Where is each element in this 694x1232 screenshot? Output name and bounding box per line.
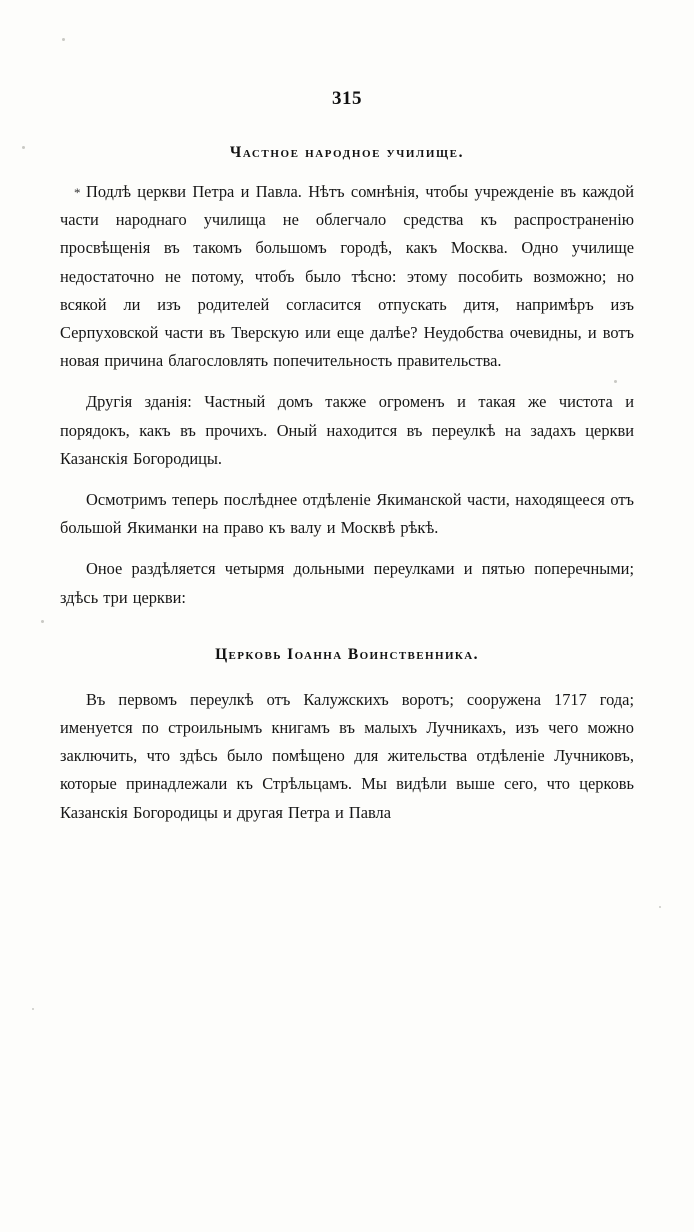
section-heading-church: Церковь Іоанна Воинственника.	[215, 645, 479, 663]
scan-speck	[32, 1008, 34, 1010]
paragraph-1: * Подлѣ церкви Петра и Павла. Нѣтъ сомнѣнія, чтобы учрежденіе въ каждой части народнаго училища не облегчало средства къ распространенію просвѣщенія въ такомъ большомъ городѣ, какъ Москва. Одно училище недостаточно не потому, чтобъ было тѣсно: этому пособить возможно; но всякой ли изъ родителей согласится отпускать дитя, напримѣръ изъ Серпуховской части въ Тверскую или еще далѣе? Неудобства очевидны, и вотъ новая причина благословлять попечительность правительства.	[60, 178, 634, 375]
paragraph-5: Въ первомъ переулкѣ отъ Калужскихъ воротъ; сооружена 1717 года; именуется по строильнымъ книгамъ въ малыхъ Лучникахъ, изъ чего можно заключить, что здѣсь было помѣщено для жительства отдѣленіе Лучниковъ, которые принадлежали къ Стрѣльцамъ. Мы видѣли выше сего, что церковь Казанскія Богородицы и другая Петра и Павла	[60, 689, 634, 822]
scan-speck	[62, 38, 65, 41]
paragraph-2: Другія зданія: Частный домъ также огроменъ и такая же чистота и порядокъ, какъ въ прочихъ. Оный находится въ переулкѣ на задахъ церкви Казанскія Богородицы.	[60, 392, 634, 468]
scan-speck	[22, 146, 25, 149]
paragraph-3: Осмотримъ теперь послѣднее отдѣленіе Якиманской части, находящееся отъ большой Якиманки на право къ валу и Москвѣ рѣкѣ.	[60, 490, 634, 538]
page-number: 315	[332, 88, 362, 109]
section-heading-private-school: Частное народное училище.	[229, 144, 465, 161]
scan-speck	[659, 906, 661, 908]
scan-speck	[41, 620, 44, 623]
page-content	[60, 60, 634, 827]
paragraph-4: Оное раздѣляется четырмя дольными переулками и пятью поперечными; здѣсь три церкви:	[60, 559, 634, 607]
